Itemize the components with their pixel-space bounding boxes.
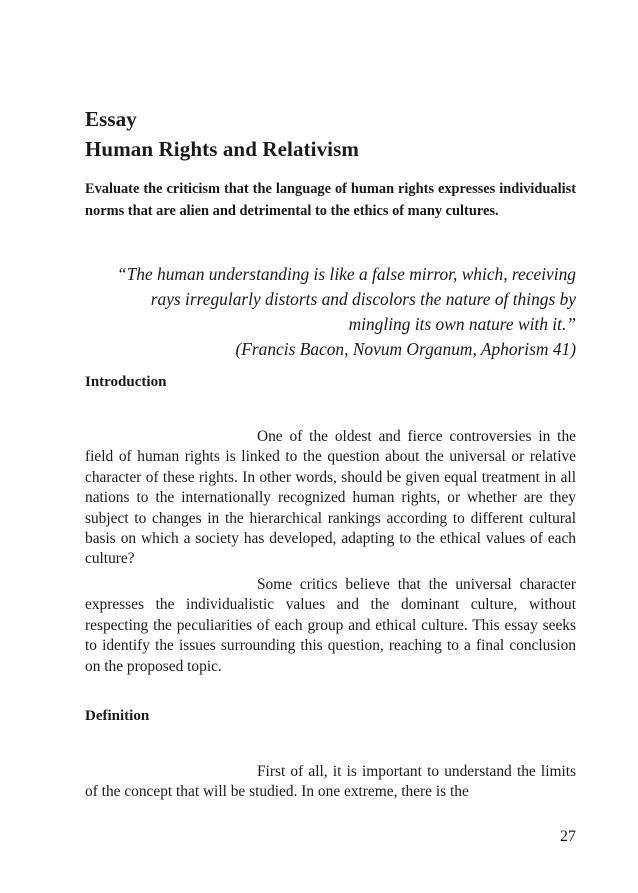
quote-source: (Francis Bacon, Novum Organum, Aphorism 41) [235, 339, 576, 359]
section-heading-definition: Definition [85, 708, 150, 724]
section-heading-introduction: Introduction [85, 374, 167, 390]
essay-label: Essay [85, 107, 137, 131]
page-number: 27 [560, 828, 576, 845]
introduction-paragraph: Some critics believe that the universal character expresses the individualistic values and the dominant culture, without respecting the peculiarities of each group and ethical culture. This essay seeks to identify the issues surrounding this question, reaching to a final conclusion on the proposed topic. [85, 576, 576, 675]
quote-line: mingling its own nature with it.” [348, 314, 576, 334]
quote-line: “The human understanding is like a false mirror, which, receiving [116, 264, 576, 284]
definition-paragraph: First of all, it is important to understand the limits of the concept that will be studied. In one extreme, there is the [85, 763, 576, 801]
introduction-paragraph: One of the oldest and fierce controversies in the field of human rights is linked to the question about the universal or relative character of these rights. In other words, should be given equal treatment in all nations to the internationally recognized human rights, or whether are they subject to changes in the hierarchical rankings according to different cultural basis on which a society has developed, adapting to the ethical values of each culture? [85, 428, 576, 568]
document-page [85, 0, 576, 893]
page-title: Human Rights and Relativism [85, 137, 359, 161]
essay-prompt: Evaluate the criticism that the language of human rights expresses individualist norms that are alien and detrimental to the ethics of many cultures. [85, 181, 576, 219]
quote-line: rays irregularly distorts and discolors the nature of things by [150, 289, 576, 309]
